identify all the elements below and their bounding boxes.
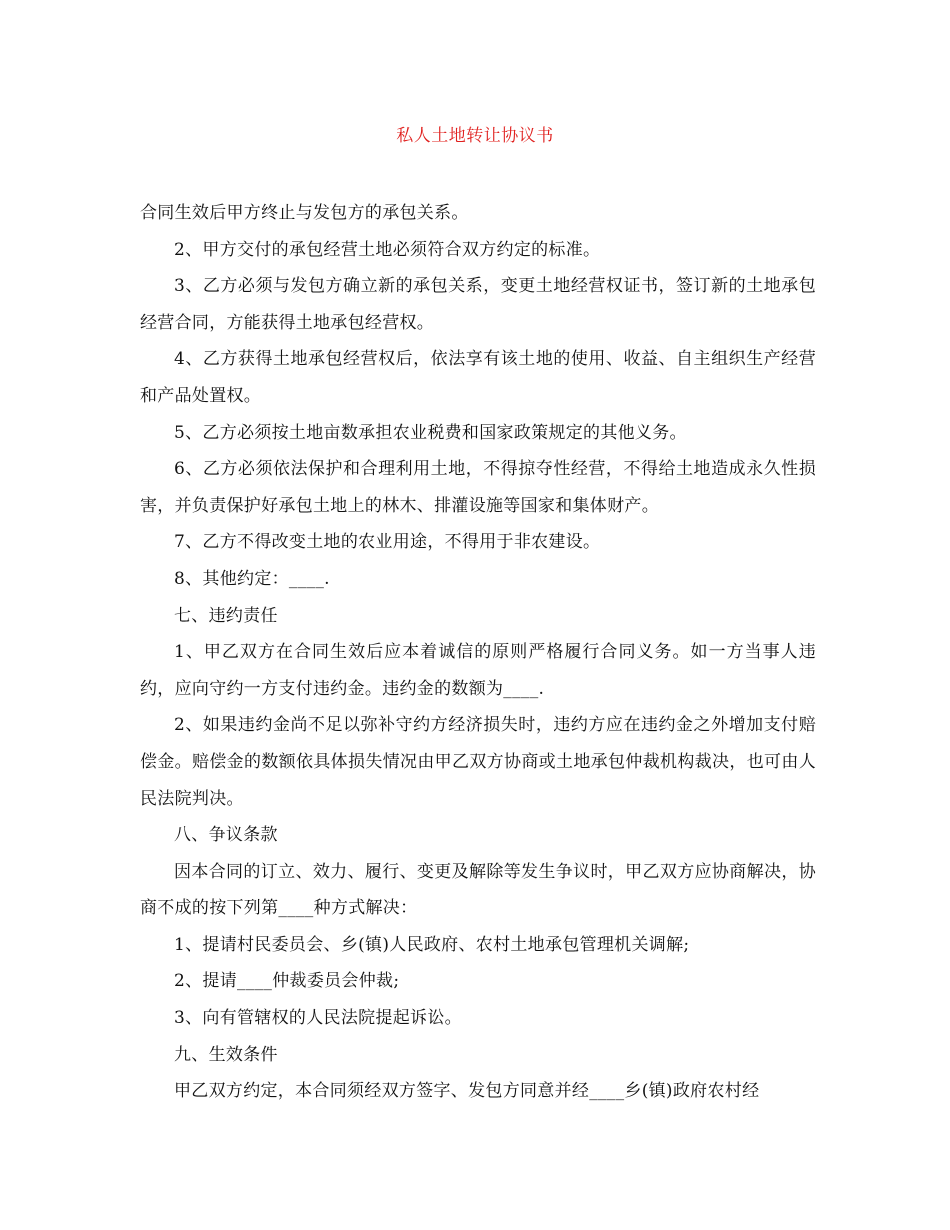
paragraph: 1、提请村民委员会、乡(镇)人民政府、农村土地承包管理机关调解; [174,934,690,955]
paragraph: 4、乙方获得土地承包经营权后，依法享有该土地的使用、收益、自主组织生产经营和产品处置权。 [140,349,816,406]
paragraph: 1、甲乙双方在合同生效后应本着诚信的原则严格履行合同义务。如一方当事人违约，应向守约一方支付违约金。违约金的数额为____. [140,642,816,699]
document-body [140,195,816,1110]
paragraph: 2、如果违约金尚不足以弥补守约方经济损失时，违约方应在违约金之外增加支付赔偿金。赔偿金的数额依具体损失情况由甲乙双方协商或土地承包仲裁机构裁决，也可由人民法院判决。 [140,715,816,809]
paragraph: 5、乙方必须按土地亩数承担农业税费和国家政策规定的其他义务。 [174,422,687,443]
paragraph: 合同生效后甲方终止与发包方的承包关系。 [140,203,469,223]
paragraph: 2、甲方交付的承包经营土地必须符合双方约定的标准。 [174,239,601,260]
paragraph: 7、乙方不得改变土地的农业用途，不得用于非农建设。 [174,532,601,553]
paragraph: 九、生效条件 [174,1044,278,1065]
paragraph: 八、争议条款 [174,825,278,846]
paragraph: 七、违约责任 [174,605,278,626]
paragraph: 2、提请____仲裁委员会仲裁; [174,971,400,992]
paragraph: 3、向有管辖权的人民法院提起诉讼。 [174,1008,462,1029]
paragraph: 6、乙方必须依法保护和合理利用土地，不得掠夺性经营，不得给土地造成永久性损害，并负责保护好承包土地上的林木、排灌设施等国家和集体财产。 [140,459,816,516]
paragraph: 3、乙方必须与发包方确立新的承包关系，变更土地经营权证书，签订新的土地承包经营合同，方能获得土地承包经营权。 [140,276,816,333]
paragraph: 因本合同的订立、效力、履行、变更及解除等发生争议时，甲乙双方应协商解决，协商不成的按下列第____种方式解决： [140,861,816,919]
document-title: 私人土地转让协议书 [396,126,554,146]
paragraph: 8、其他约定：____. [174,568,330,589]
paragraph: 甲乙双方约定，本合同须经双方签字、发包方同意并经____乡(镇)政府农村经 [174,1081,760,1102]
